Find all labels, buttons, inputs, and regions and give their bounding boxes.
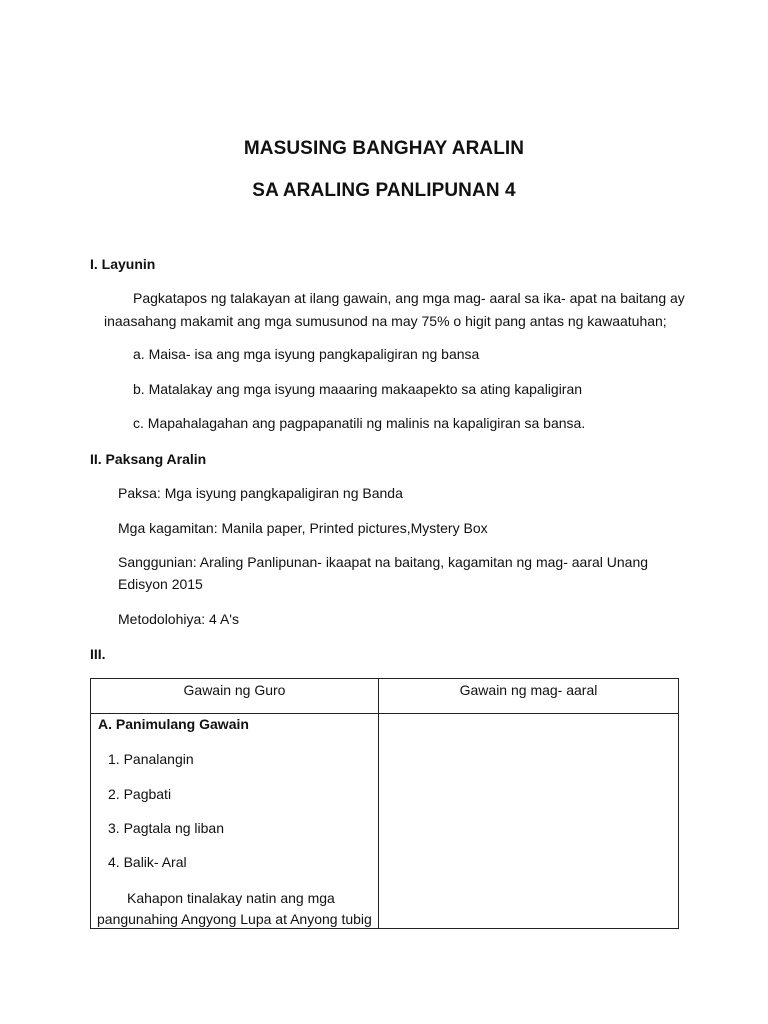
table-header-guro: Gawain ng Guro xyxy=(91,679,379,714)
objective-c: c. Mapahalagahan ang pagpapanatili ng malinis na kapaligiran sa bansa. xyxy=(133,415,586,431)
lesson-activity-table xyxy=(90,678,679,929)
objective-b: b. Matalakay ang mga isyung maaaring makaapekto sa ating kapaligiran xyxy=(133,381,583,397)
section-heading-layunin: I. Layunin xyxy=(90,256,156,272)
section-heading-paksang-aralin: II. Paksang Aralin xyxy=(90,451,207,467)
balik-aral-note-line2: pangunahing Angyong Lupa at Anyong tubig xyxy=(97,911,372,927)
table-header-mag-aaral: Gawain ng mag- aaral xyxy=(379,679,679,714)
table-cell-guro xyxy=(91,714,379,929)
page-subtitle: SA ARALING PANLIPUNAN 4 xyxy=(252,180,516,201)
balik-aral-note-line1: Kahapon tinalakay natin ang mga xyxy=(127,890,335,906)
intro-text-line2: inaasahang makamit ang mga sumusunod na may 75% o higit pang antas ng kawaatuhan; xyxy=(104,313,667,329)
table-row xyxy=(91,714,679,929)
table-header-row xyxy=(91,679,679,714)
intro-text-line1: Pagkatapos ng talakayan at ilang gawain, ang mga mag- aaral sa ika- apat na baitang ay xyxy=(133,290,685,306)
table-cell-mag-aaral xyxy=(379,714,679,929)
sanggunian-text-line1: Sanggunian: Araling Panlipunan- ikaapat na baitang, kagamitan ng mag- aaral Unang xyxy=(118,554,649,570)
kagamitan-text: Mga kagamitan: Manila paper, Printed pictures,Mystery Box xyxy=(118,520,488,536)
list-item-balik-aral: 4. Balik- Aral xyxy=(108,854,187,870)
list-item-pagbati: 2. Pagbati xyxy=(108,786,172,802)
objective-a: a. Maisa- isa ang mga isyung pangkapaligiran ng bansa xyxy=(133,346,480,362)
panimulang-gawain-heading: A. Panimulang Gawain xyxy=(98,716,249,732)
list-item-panalangin: 1. Panalangin xyxy=(108,751,194,767)
page-title: MASUSING BANGHAY ARALIN xyxy=(243,138,525,159)
metodolohiya-text: Metodolohiya: 4 A's xyxy=(118,611,239,627)
sanggunian-text-line2: Edisyon 2015 xyxy=(118,576,203,592)
paksa-text: Paksa: Mga isyung pangkapaligiran ng Banda xyxy=(118,485,403,501)
section-heading-iii: III. xyxy=(90,646,106,662)
list-item-pagtala: 3. Pagtala ng liban xyxy=(108,820,224,836)
